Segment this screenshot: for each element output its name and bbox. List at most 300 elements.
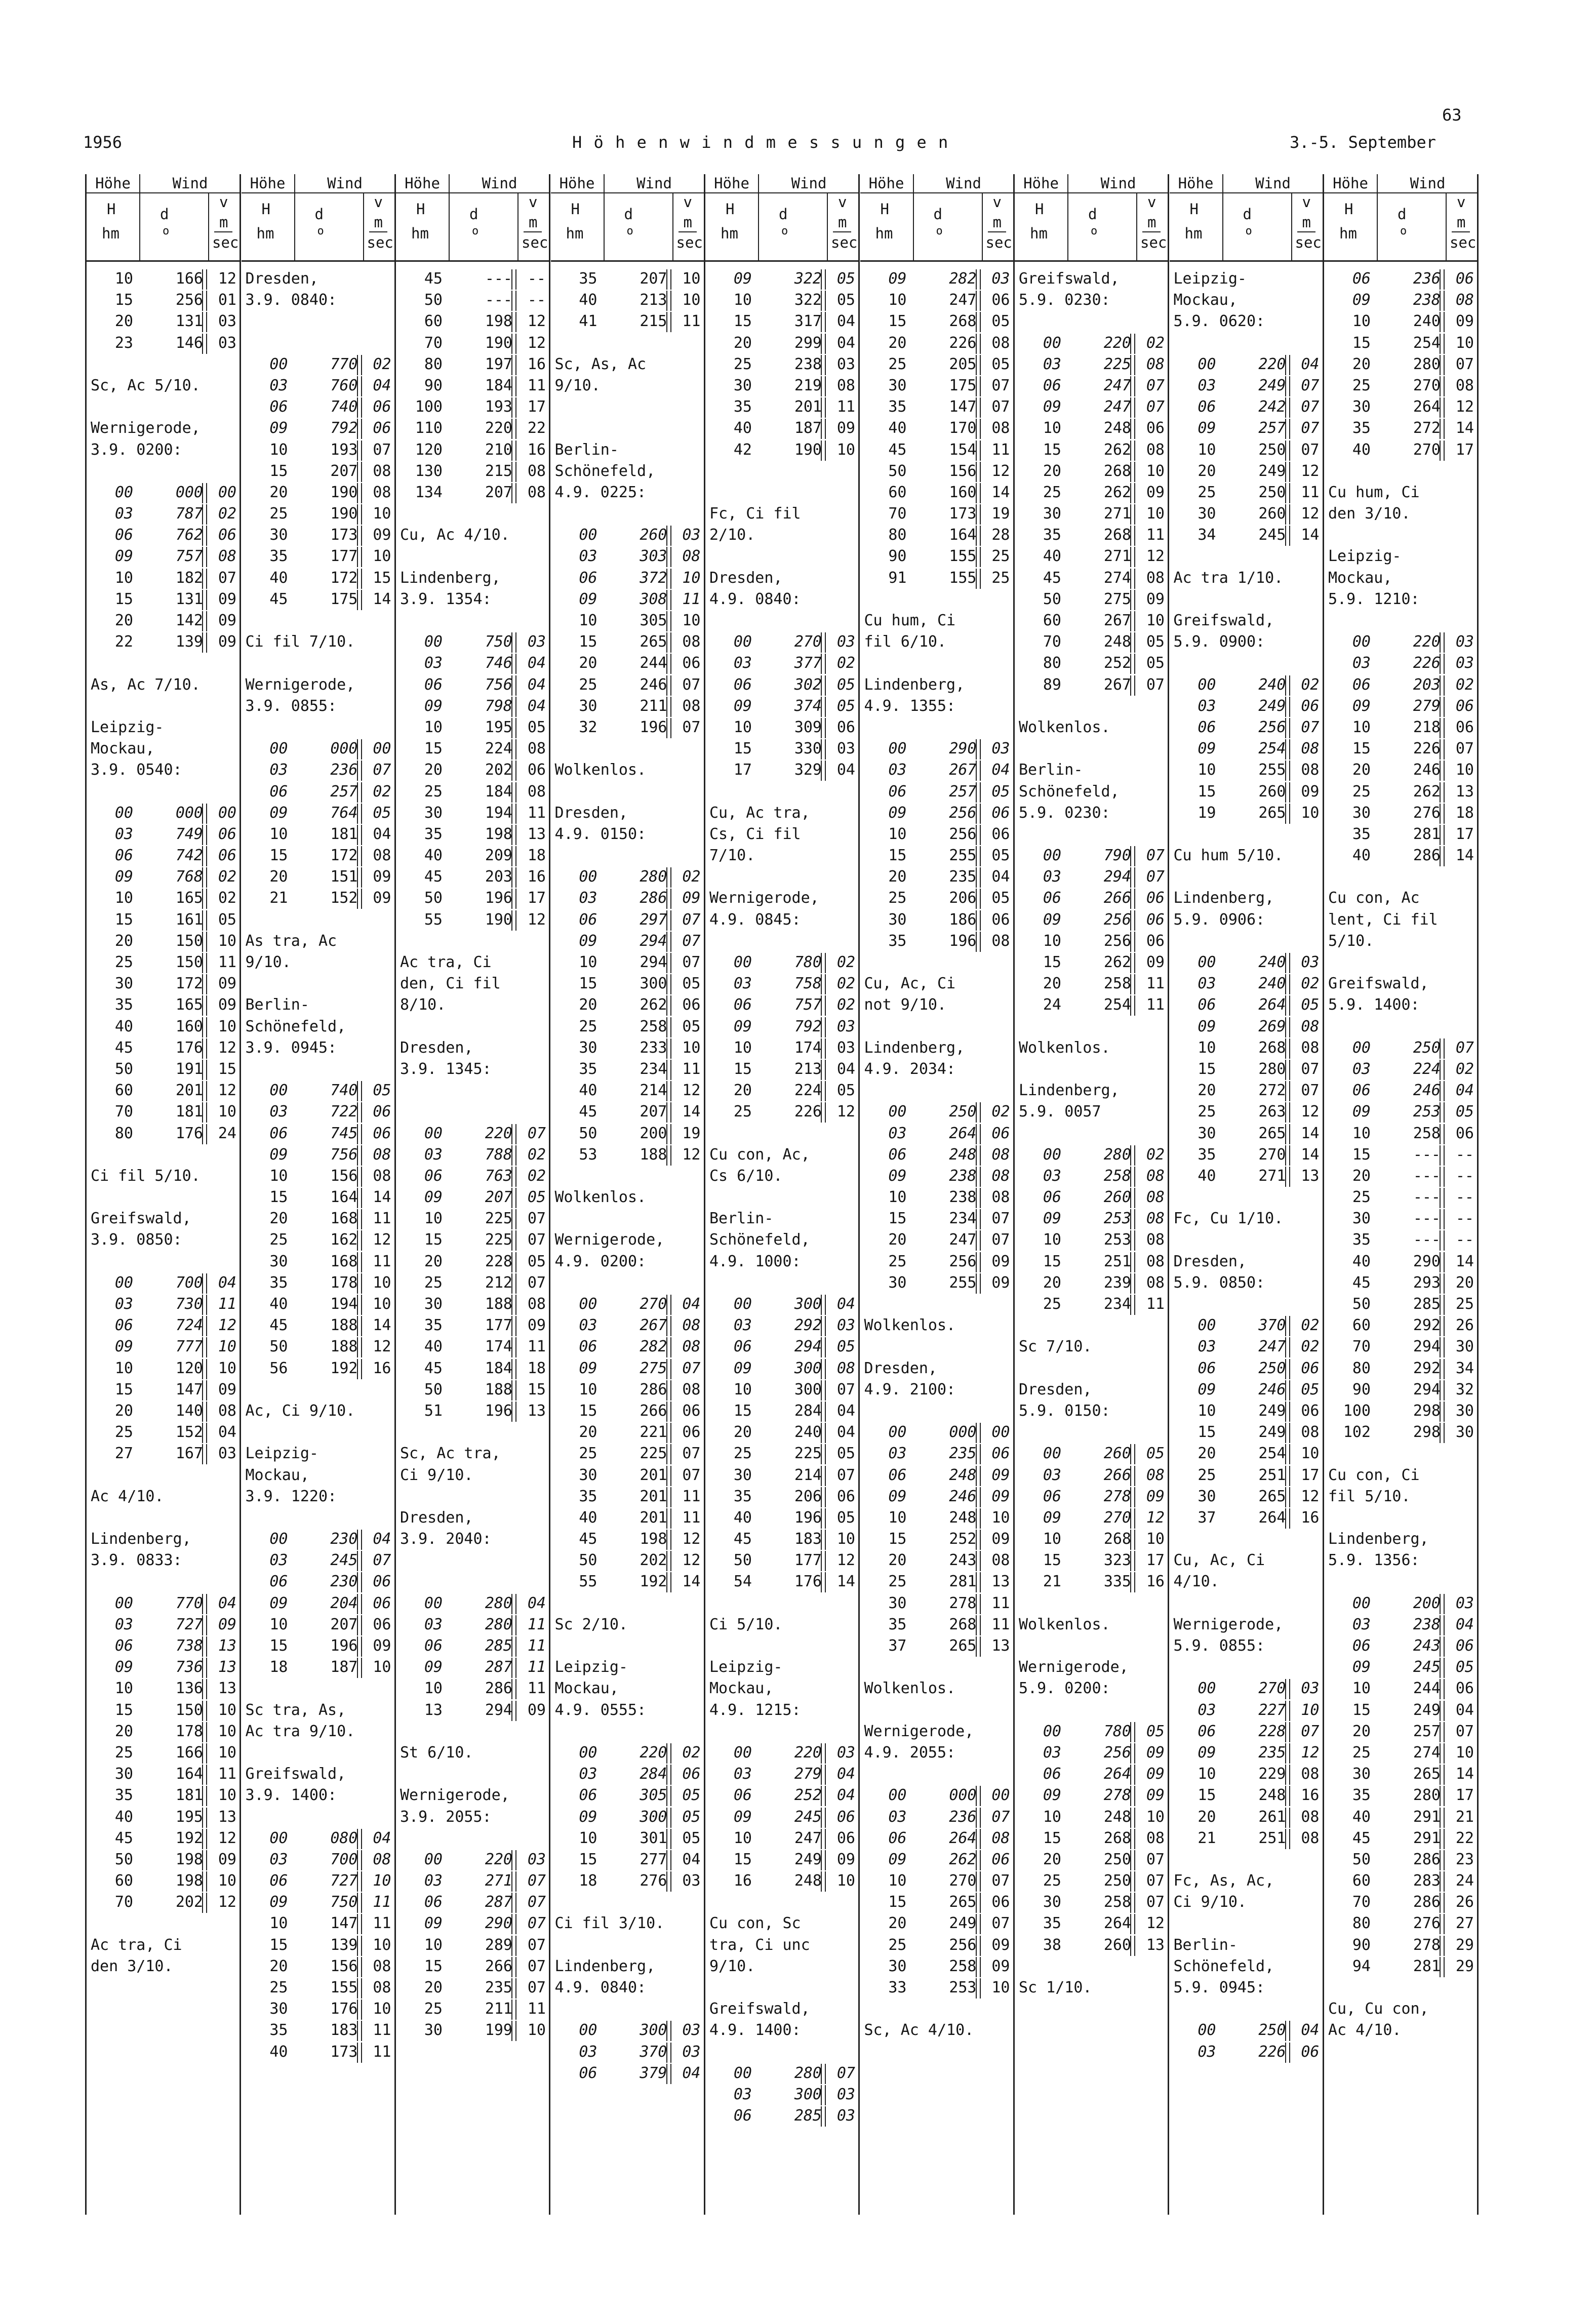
- height-value: 06: [888, 782, 907, 801]
- divider: [980, 910, 981, 931]
- table-row: [1170, 268, 1323, 290]
- divider: [1444, 1209, 1445, 1229]
- header-hm: hm: [1339, 225, 1357, 242]
- table-row: [705, 1059, 858, 1080]
- direction-value: 248: [794, 1872, 822, 1890]
- height-value: 09: [1352, 291, 1371, 309]
- divider: [206, 269, 207, 290]
- divider: [361, 1145, 362, 1166]
- note-text: 3.9. 0840:: [245, 291, 337, 309]
- note-text: Wolkenlos.: [554, 1188, 647, 1207]
- note-text: Berlin-: [1173, 1936, 1238, 1954]
- height-value: 15: [114, 590, 133, 608]
- speed-value: 08: [1301, 1423, 1320, 1442]
- direction-value: 292: [1413, 1316, 1441, 1335]
- direction-value: 194: [330, 1295, 358, 1313]
- divider: [515, 483, 516, 503]
- direction-value: 757: [175, 547, 203, 566]
- table-row: [551, 375, 704, 396]
- speed-value: 10: [682, 291, 701, 309]
- table-row: [860, 1251, 1013, 1272]
- direction-value: 220: [794, 1743, 822, 1762]
- direction-value: 286: [1413, 1850, 1441, 1868]
- height-value: 50: [424, 291, 443, 309]
- table-row: [860, 1336, 1013, 1357]
- table-row: [705, 482, 858, 503]
- column-header: [1015, 174, 1168, 262]
- speed-value: 14: [1455, 419, 1474, 437]
- direction-value: 247: [949, 291, 977, 309]
- direction-value: 256: [949, 1936, 977, 1954]
- divider: [206, 1850, 207, 1870]
- direction-value: 175: [330, 590, 358, 608]
- table-row: [551, 461, 704, 482]
- speed-value: 07: [527, 1273, 546, 1292]
- height-value: 06: [733, 1786, 752, 1805]
- note-text: Schönefeld,: [245, 1017, 346, 1035]
- header-sec: sec: [522, 234, 548, 251]
- table-row: [705, 461, 858, 482]
- divider: [206, 1701, 207, 1721]
- speed-value: 11: [373, 1914, 391, 1933]
- table-row: [1324, 1401, 1477, 1422]
- table-row: [860, 1059, 1013, 1080]
- direction-value: 176: [175, 1124, 203, 1142]
- height-value: 50: [114, 1850, 133, 1868]
- table-row: [242, 1272, 394, 1294]
- speed-value: 09: [373, 1637, 391, 1655]
- direction-value: 246: [640, 675, 667, 694]
- direction-value: 155: [949, 547, 977, 566]
- table-row: [860, 1507, 1013, 1529]
- height-value: 03: [1198, 697, 1216, 715]
- speed-value: 11: [682, 312, 701, 331]
- speed-value: 12: [1301, 462, 1320, 480]
- table-row: [242, 973, 394, 994]
- table-row: [396, 1913, 549, 1934]
- table-row: [1324, 418, 1477, 439]
- table-row: [396, 333, 549, 354]
- header-v: v: [683, 193, 692, 211]
- direction-value: 298: [1413, 1402, 1441, 1420]
- height-value: 15: [114, 291, 133, 309]
- table-row: [705, 1657, 858, 1678]
- speed-value: --: [1455, 1210, 1474, 1228]
- speed-value: 13: [1455, 782, 1474, 801]
- height-value: 25: [424, 1273, 443, 1292]
- table-row: [242, 1956, 394, 1977]
- table-row: [396, 1764, 549, 1785]
- height-value: 10: [1198, 1402, 1216, 1420]
- height-value: 09: [1043, 910, 1061, 929]
- height-value: 30: [1198, 1124, 1216, 1142]
- note-text: 5.9. 0230:: [1019, 804, 1110, 822]
- table-row: [551, 1272, 704, 1294]
- height-value: 10: [1198, 441, 1216, 459]
- table-row: [551, 1443, 704, 1464]
- note-text: Ac, Ci 9/10.: [245, 1402, 355, 1420]
- speed-value: 04: [682, 1850, 701, 1868]
- height-value: 60: [1352, 1872, 1371, 1890]
- table-row: [705, 738, 858, 759]
- height-value: 03: [579, 1316, 597, 1335]
- height-value: 35: [114, 996, 133, 1014]
- table-row: [860, 418, 1013, 439]
- direction-value: 173: [949, 505, 977, 523]
- table-row: [860, 1550, 1013, 1571]
- table-row: [705, 1529, 858, 1550]
- note-text: Lindenberg,: [1328, 1530, 1429, 1548]
- divider: [1134, 1914, 1135, 1934]
- table-row: [551, 354, 704, 375]
- height-value: 60: [1043, 612, 1061, 629]
- speed-value: 07: [218, 569, 236, 587]
- speed-value: 10: [373, 1295, 391, 1313]
- speed-value: 07: [682, 1445, 701, 1463]
- table-row: [1170, 1037, 1323, 1059]
- direction-value: 257: [1258, 419, 1286, 437]
- divider: [1444, 1337, 1445, 1357]
- table-row: [705, 1550, 858, 1571]
- divider: [206, 867, 207, 888]
- divider: [1134, 1850, 1135, 1870]
- direction-value: 161: [175, 910, 203, 929]
- table-row: [551, 1144, 704, 1166]
- table-row: [87, 1507, 240, 1529]
- table-row: [396, 1571, 549, 1592]
- height-value: 00: [1198, 953, 1216, 971]
- direction-value: 211: [640, 697, 667, 715]
- table-row: [87, 1486, 240, 1507]
- note-text: den 3/10.: [91, 1957, 173, 1975]
- table-row: [860, 439, 1013, 461]
- speed-value: 15: [373, 569, 391, 587]
- note-text: Ac tra, Ci: [91, 1936, 182, 1954]
- height-value: 25: [1043, 1872, 1061, 1890]
- table-row: [860, 1742, 1013, 1764]
- speed-value: 08: [1455, 291, 1474, 309]
- speed-value: 06: [373, 1615, 391, 1633]
- speed-value: 09: [991, 1957, 1010, 1975]
- direction-value: 251: [1258, 1466, 1286, 1484]
- table-row: [396, 717, 549, 738]
- table-row: [705, 589, 858, 610]
- divider: [206, 974, 207, 994]
- divider: [206, 1829, 207, 1849]
- table-row: [1170, 1016, 1323, 1037]
- divider: [206, 1743, 207, 1764]
- divider: [670, 910, 671, 931]
- height-value: 00: [733, 953, 752, 971]
- speed-value: 11: [527, 1615, 546, 1633]
- table-row: [242, 803, 394, 824]
- height-value: 00: [1043, 334, 1061, 352]
- speed-value: 11: [1146, 975, 1165, 993]
- table-row: [87, 1443, 240, 1464]
- direction-value: 183: [794, 1530, 822, 1548]
- table-row: [705, 1401, 858, 1422]
- speed-value: 01: [218, 291, 236, 309]
- direction-value: 196: [330, 1637, 358, 1655]
- direction-value: 226: [1413, 654, 1441, 672]
- divider: [1444, 312, 1445, 332]
- speed-value: 07: [373, 761, 391, 779]
- divider: [361, 1871, 362, 1892]
- height-value: 15: [888, 1210, 907, 1228]
- table-row: [1324, 803, 1477, 824]
- table-row: [396, 1272, 549, 1294]
- direction-value: 164: [330, 1188, 358, 1207]
- column-header: [87, 174, 240, 262]
- header-d: d: [933, 206, 942, 223]
- header-h: H: [1035, 201, 1044, 218]
- table-row: [551, 1700, 704, 1721]
- table-row: [1170, 1550, 1323, 1571]
- height-value: 09: [733, 270, 752, 288]
- height-value: 03: [1198, 975, 1216, 993]
- direction-value: 279: [794, 1765, 822, 1783]
- table-row: [551, 1870, 704, 1892]
- table-row: [1015, 717, 1168, 738]
- height-value: 06: [114, 1316, 133, 1335]
- table-row: [396, 290, 549, 311]
- table-row: [1170, 952, 1323, 973]
- direction-value: 255: [949, 847, 977, 865]
- table-row: [860, 482, 1013, 503]
- header-v: v: [1147, 193, 1156, 211]
- divider: [1134, 1786, 1135, 1806]
- height-value: 35: [888, 398, 907, 416]
- divider: [1444, 1701, 1445, 1721]
- direction-value: 276: [1413, 804, 1441, 822]
- table-row: [551, 1571, 704, 1592]
- header-m: m: [529, 214, 538, 231]
- table-row: [705, 1507, 858, 1529]
- note-text: Ac 4/10.: [1328, 2021, 1402, 2040]
- height-value: 00: [579, 526, 597, 544]
- divider: [670, 312, 671, 332]
- direction-value: 757: [794, 996, 822, 1014]
- height-value: 09: [424, 1914, 443, 1933]
- speed-value: 11: [373, 1210, 391, 1228]
- header-deg: o: [626, 225, 633, 237]
- divider: [825, 2064, 826, 2084]
- header-hm: hm: [411, 225, 429, 242]
- speed-value: 07: [1146, 675, 1165, 694]
- divider: [1134, 995, 1135, 1016]
- height-value: 30: [1352, 804, 1371, 822]
- height-value: 30: [888, 1957, 907, 1975]
- direction-value: 225: [794, 1445, 822, 1463]
- table-row: [242, 1358, 394, 1379]
- table-row: [705, 631, 858, 653]
- direction-value: 203: [485, 868, 512, 886]
- speed-value: 10: [218, 1103, 236, 1121]
- height-value: 30: [1043, 1893, 1061, 1911]
- speed-value: 04: [836, 1402, 855, 1420]
- note-text: Leipzig-: [1173, 270, 1247, 288]
- note-text: Cu, Ac tra,: [709, 804, 810, 822]
- speed-value: 15: [527, 1380, 546, 1398]
- divider: [980, 1786, 981, 1806]
- header-hm: hm: [721, 225, 738, 242]
- table-row: [705, 1187, 858, 1208]
- divider: [670, 547, 671, 567]
- height-value: 25: [1043, 1295, 1061, 1313]
- header-wind: Wind: [1067, 174, 1169, 193]
- divider: [515, 1209, 516, 1229]
- speed-value: 04: [836, 1786, 855, 1805]
- table-row: [1015, 952, 1168, 973]
- divider: [1134, 1808, 1135, 1828]
- speed-value: 07: [1146, 868, 1165, 886]
- table-row: [87, 396, 240, 418]
- table-row: [860, 290, 1013, 311]
- divider: [980, 825, 981, 845]
- table-row: [87, 888, 240, 909]
- table-row: [242, 1465, 394, 1486]
- direction-value: 206: [794, 1487, 822, 1505]
- direction-value: 258: [1103, 1167, 1131, 1185]
- speed-value: 02: [1146, 334, 1165, 352]
- header-m: m: [219, 214, 228, 231]
- speed-value: 09: [1146, 590, 1165, 608]
- divider: [515, 1594, 516, 1614]
- divider: [1289, 675, 1290, 696]
- height-value: 90: [1352, 1380, 1371, 1398]
- divider: [1444, 1124, 1445, 1144]
- table-row: [705, 696, 858, 717]
- table-row: [860, 1208, 1013, 1229]
- direction-value: 220: [640, 1743, 667, 1762]
- direction-value: 244: [1413, 1680, 1441, 1698]
- divider: [206, 1060, 207, 1080]
- speed-value: 04: [218, 1423, 236, 1442]
- divider: [825, 1765, 826, 1785]
- direction-value: 260: [1258, 505, 1286, 523]
- direction-value: 275: [640, 1359, 667, 1377]
- direction-value: 700: [175, 1273, 203, 1292]
- table-row: [87, 1166, 240, 1187]
- table-row: [551, 1657, 704, 1678]
- table-row: [551, 1721, 704, 1742]
- speed-value: 13: [218, 1658, 236, 1676]
- height-value: 03: [114, 1295, 133, 1313]
- note-text: 7/10.: [709, 847, 755, 865]
- direction-value: 207: [640, 270, 667, 288]
- direction-value: 230: [330, 1573, 358, 1591]
- divider: [361, 782, 362, 803]
- height-value: 10: [1198, 761, 1216, 779]
- speed-value: 04: [1301, 2021, 1320, 2040]
- column-body: [1015, 268, 1168, 1998]
- table-row: [87, 1571, 240, 1592]
- divider: [361, 419, 362, 439]
- table-row: [242, 1635, 394, 1657]
- table-row: [1170, 1443, 1323, 1464]
- divider: [980, 334, 981, 354]
- divider: [670, 675, 671, 696]
- height-value: 30: [1352, 1210, 1371, 1228]
- table-row: [87, 1080, 240, 1101]
- height-value: 10: [1352, 1124, 1371, 1142]
- header-hoehe: Höhe: [705, 174, 759, 193]
- divider: [206, 1636, 207, 1657]
- speed-value: 24: [1455, 1872, 1474, 1890]
- height-value: 10: [888, 291, 907, 309]
- speed-value: 04: [527, 1594, 546, 1612]
- table-row: [860, 1422, 1013, 1443]
- direction-value: 226: [949, 334, 977, 352]
- table-row: [551, 653, 704, 674]
- speed-value: 04: [1455, 1082, 1474, 1100]
- table-row: [396, 1657, 549, 1678]
- direction-value: 000: [949, 1423, 977, 1442]
- divider: [980, 462, 981, 482]
- height-value: 15: [888, 847, 907, 865]
- table-row: [551, 888, 704, 909]
- header-hoehe: Höhe: [87, 174, 140, 193]
- speed-value: 13: [1146, 1936, 1165, 1954]
- divider: [980, 1230, 981, 1251]
- divider: [825, 1808, 826, 1828]
- table-row: [1170, 631, 1323, 653]
- divider: [980, 739, 981, 759]
- height-value: 09: [114, 547, 133, 566]
- height-value: 10: [114, 889, 133, 907]
- direction-value: 250: [1103, 1850, 1131, 1868]
- table-row: [1015, 653, 1168, 674]
- divider: [1444, 1273, 1445, 1294]
- note-text: Sc 1/10.: [1019, 1979, 1092, 1996]
- speed-value: 10: [1455, 334, 1474, 352]
- note-text: Ci fil 5/10.: [91, 1167, 201, 1185]
- table-row: [705, 1422, 858, 1443]
- table-row: [705, 717, 858, 738]
- speed-value: 10: [682, 270, 701, 288]
- note-text: Schönefeld,: [709, 1231, 810, 1249]
- note-text: Ac 4/10.: [91, 1487, 164, 1505]
- divider: [825, 953, 826, 973]
- speed-value: 05: [682, 1808, 701, 1826]
- table-row: [705, 888, 858, 909]
- direction-value: 265: [1413, 1765, 1441, 1783]
- height-value: 00: [114, 1594, 133, 1612]
- height-value: 03: [1043, 868, 1061, 886]
- speed-value: 04: [836, 1765, 855, 1783]
- table-row: [87, 1635, 240, 1657]
- table-row: [1324, 1123, 1477, 1144]
- direction-value: 253: [1103, 1231, 1131, 1249]
- table-row: [551, 1614, 704, 1635]
- height-value: 15: [269, 847, 288, 865]
- height-value: 45: [1043, 569, 1061, 587]
- direction-value: 224: [485, 740, 512, 758]
- table-row: [396, 461, 549, 482]
- divider: [670, 1850, 671, 1870]
- height-value: 100: [415, 398, 443, 416]
- speed-value: 14: [373, 1316, 391, 1335]
- table-row: [242, 333, 394, 354]
- direction-value: 246: [949, 1487, 977, 1505]
- direction-value: 195: [485, 718, 512, 736]
- note-text: Dresden,: [864, 1359, 937, 1377]
- speed-value: 07: [1301, 376, 1320, 394]
- direction-value: 270: [640, 1295, 667, 1313]
- table-row: [1324, 610, 1477, 631]
- direction-value: 172: [330, 569, 358, 587]
- height-value: 80: [888, 526, 907, 544]
